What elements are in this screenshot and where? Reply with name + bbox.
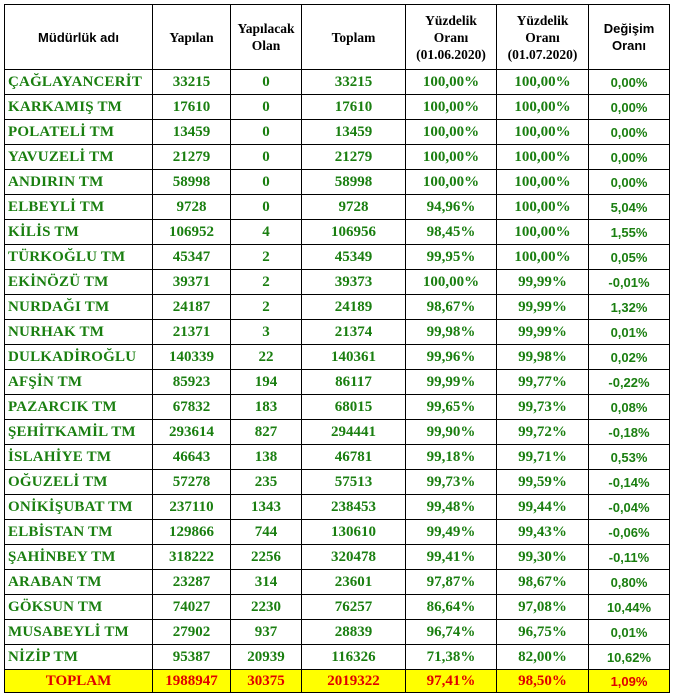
header-name: Müdürlük adı [5, 5, 153, 70]
header-pending-text: Yapılacak Olan [237, 21, 295, 53]
table-row [5, 645, 670, 670]
cell-change: -0,18% [589, 420, 670, 445]
total-row [5, 670, 670, 693]
cell-pending: 194 [231, 370, 302, 395]
cell-pct-june: 98,45% [406, 220, 497, 245]
cell-total: 130610 [302, 520, 406, 545]
cell-pct-june: 97,87% [406, 570, 497, 595]
cell-pct-june: 99,95% [406, 245, 497, 270]
cell-pct-july: 100,00% [497, 170, 589, 195]
cell-pct-june: 71,38% [406, 645, 497, 670]
table-row [5, 195, 670, 220]
cell-total: 46781 [302, 445, 406, 470]
cell-done: 45347 [153, 245, 231, 270]
cell-pct-june: 99,48% [406, 495, 497, 520]
cell-name: KİLİS TM [5, 220, 153, 245]
cell-pct-june: 99,65% [406, 395, 497, 420]
cell-done: 95387 [153, 645, 231, 670]
cell-change: 5,04% [589, 195, 670, 220]
cell-total: 21279 [302, 145, 406, 170]
cell-pending: 138 [231, 445, 302, 470]
cell-done: 23287 [153, 570, 231, 595]
cell-done: 85923 [153, 370, 231, 395]
cell-pct-july: 99,72% [497, 420, 589, 445]
cell-change: 10,62% [589, 645, 670, 670]
cell-change: 0,08% [589, 395, 670, 420]
cell-total: 140361 [302, 345, 406, 370]
cell-name: ELBEYLİ TM [5, 195, 153, 220]
header-pct-june-text: Yüzdelik Oranı (01.06.2020) [416, 12, 486, 62]
table-row [5, 95, 670, 120]
cell-pending: 937 [231, 620, 302, 645]
cell-pct-june: 86,64% [406, 595, 497, 620]
table-row [5, 520, 670, 545]
header-change-text: Değişim Oranı [603, 21, 655, 53]
cell-done: 27902 [153, 620, 231, 645]
header-total: Toplam [302, 5, 406, 70]
cell-change: -0,01% [589, 270, 670, 295]
cell-pct-july: 100,00% [497, 220, 589, 245]
cell-pending: 20939 [231, 645, 302, 670]
cell-pct-june: 94,96% [406, 195, 497, 220]
cell-pct-june: 99,96% [406, 345, 497, 370]
cell-done: 293614 [153, 420, 231, 445]
header-row [5, 5, 670, 70]
cell-total: 9728 [302, 195, 406, 220]
cell-done: 33215 [153, 70, 231, 95]
cell-pending: 0 [231, 70, 302, 95]
cell-pct-july: 99,30% [497, 545, 589, 570]
cell-name: TÜRKOĞLU TM [5, 245, 153, 270]
cell-name: YAVUZELİ TM [5, 145, 153, 170]
cell-done: 13459 [153, 120, 231, 145]
cell-pct-july: 99,59% [497, 470, 589, 495]
table-row [5, 345, 670, 370]
cell-pct-june: 99,41% [406, 545, 497, 570]
cell-total: 39373 [302, 270, 406, 295]
cell-change: 0,00% [589, 170, 670, 195]
cell-done: 237110 [153, 495, 231, 520]
cell-pending: 0 [231, 95, 302, 120]
cell-pending: 2 [231, 295, 302, 320]
table-row [5, 595, 670, 620]
cell-name: DULKADİROĞLU [5, 345, 153, 370]
cell-pct-june: 96,74% [406, 620, 497, 645]
cell-done: 67832 [153, 395, 231, 420]
cell-done: 57278 [153, 470, 231, 495]
cell-done: 140339 [153, 345, 231, 370]
cell-total: 57513 [302, 470, 406, 495]
cell-change: 0,05% [589, 245, 670, 270]
cell-pct-july: 99,77% [497, 370, 589, 395]
cell-pct-july: 99,44% [497, 495, 589, 520]
cell-total: 58998 [302, 170, 406, 195]
cell-change: 0,01% [589, 320, 670, 345]
cell-pct-july: 96,75% [497, 620, 589, 645]
table-row [5, 170, 670, 195]
cell-pending: 183 [231, 395, 302, 420]
cell-name: ELBİSTAN TM [5, 520, 153, 545]
cell-change: 0,01% [589, 620, 670, 645]
table-row [5, 145, 670, 170]
header-pct-july-text: Yüzdelik Oranı (01.07.2020) [507, 12, 578, 62]
cell-total: 116326 [302, 645, 406, 670]
cell-total: 320478 [302, 545, 406, 570]
cell-change: 0,00% [589, 145, 670, 170]
cell-name: ŞAHİNBEY TM [5, 545, 153, 570]
cell-pct-june: 99,49% [406, 520, 497, 545]
cell-name: AFŞİN TM [5, 370, 153, 395]
cell-pct-june: 99,73% [406, 470, 497, 495]
cell-pending: 235 [231, 470, 302, 495]
cell-pct-july: 100,00% [497, 120, 589, 145]
cell-pending: 744 [231, 520, 302, 545]
cell-pending: 1343 [231, 495, 302, 520]
cell-pct-june: 99,18% [406, 445, 497, 470]
cell-name: NİZİP TM [5, 645, 153, 670]
cell-change: 0,80% [589, 570, 670, 595]
cell-change: -0,22% [589, 370, 670, 395]
table-row [5, 470, 670, 495]
table-row [5, 370, 670, 395]
cell-pct-july: 99,99% [497, 320, 589, 345]
cell-name: MUSABEYLİ TM [5, 620, 153, 645]
table-row [5, 445, 670, 470]
cell-change: 0,00% [589, 95, 670, 120]
table-row [5, 420, 670, 445]
cell-name: NURDAĞI TM [5, 295, 153, 320]
cell-name: ÇAĞLAYANCERİT [5, 70, 153, 95]
table-body [5, 70, 670, 670]
cell-name: ONİKİŞUBAT TM [5, 495, 153, 520]
cell-total: 238453 [302, 495, 406, 520]
cell-pct-july: 99,99% [497, 270, 589, 295]
cell-name: PAZARCIK TM [5, 395, 153, 420]
cell-pct-june: 99,99% [406, 370, 497, 395]
cell-pending: 2 [231, 270, 302, 295]
header-change [589, 5, 670, 70]
cell-name: GÖKSUN TM [5, 595, 153, 620]
header-pending [231, 5, 302, 70]
cell-pct-july: 100,00% [497, 70, 589, 95]
cell-total: 33215 [302, 70, 406, 95]
cell-pct-july: 100,00% [497, 95, 589, 120]
cell-pct-june: 100,00% [406, 170, 497, 195]
cell-total: 294441 [302, 420, 406, 445]
cell-done: 24187 [153, 295, 231, 320]
cell-name: İSLAHİYE TM [5, 445, 153, 470]
cell-pct-july: 99,99% [497, 295, 589, 320]
cell-pending: 22 [231, 345, 302, 370]
table-row [5, 545, 670, 570]
cell-total: 28839 [302, 620, 406, 645]
cell-name: EKİNÖZÜ TM [5, 270, 153, 295]
total-pct-july: 98,50% [497, 670, 589, 693]
cell-done: 39371 [153, 270, 231, 295]
cell-pct-june: 100,00% [406, 120, 497, 145]
table-row [5, 320, 670, 345]
cell-done: 129866 [153, 520, 231, 545]
cell-name: OĞUZELİ TM [5, 470, 153, 495]
table-row [5, 245, 670, 270]
cell-pct-june: 100,00% [406, 70, 497, 95]
cell-pct-june: 100,00% [406, 270, 497, 295]
cell-pending: 2230 [231, 595, 302, 620]
cell-change: 1,32% [589, 295, 670, 320]
cell-change: 10,44% [589, 595, 670, 620]
cell-pending: 314 [231, 570, 302, 595]
cell-pending: 0 [231, 145, 302, 170]
cell-total: 86117 [302, 370, 406, 395]
cell-name: ŞEHİTKAMİL TM [5, 420, 153, 445]
header-pct-june [406, 5, 497, 70]
cell-pending: 0 [231, 195, 302, 220]
cell-total: 13459 [302, 120, 406, 145]
cell-pct-july: 98,67% [497, 570, 589, 595]
cell-done: 74027 [153, 595, 231, 620]
directorate-table [4, 4, 670, 693]
cell-done: 9728 [153, 195, 231, 220]
cell-total: 45349 [302, 245, 406, 270]
table-row [5, 220, 670, 245]
cell-pct-july: 99,43% [497, 520, 589, 545]
cell-total: 23601 [302, 570, 406, 595]
total-total: 2019322 [302, 670, 406, 693]
cell-pending: 2256 [231, 545, 302, 570]
cell-done: 58998 [153, 170, 231, 195]
cell-pending: 4 [231, 220, 302, 245]
cell-total: 106956 [302, 220, 406, 245]
cell-pct-june: 99,90% [406, 420, 497, 445]
total-change: 1,09% [589, 670, 670, 693]
cell-pending: 0 [231, 170, 302, 195]
total-done: 1988947 [153, 670, 231, 693]
cell-total: 21374 [302, 320, 406, 345]
cell-pct-june: 99,98% [406, 320, 497, 345]
cell-pct-july: 99,73% [497, 395, 589, 420]
cell-change: -0,14% [589, 470, 670, 495]
cell-pct-july: 100,00% [497, 195, 589, 220]
cell-pct-july: 99,71% [497, 445, 589, 470]
cell-total: 17610 [302, 95, 406, 120]
table-row [5, 120, 670, 145]
cell-total: 24189 [302, 295, 406, 320]
cell-pct-july: 99,98% [497, 345, 589, 370]
cell-name: ANDIRIN TM [5, 170, 153, 195]
header-done: Yapılan [153, 5, 231, 70]
cell-pct-july: 82,00% [497, 645, 589, 670]
cell-name: POLATELİ TM [5, 120, 153, 145]
cell-pct-june: 98,67% [406, 295, 497, 320]
cell-change: 0,00% [589, 70, 670, 95]
cell-change: 0,02% [589, 345, 670, 370]
total-pending: 30375 [231, 670, 302, 693]
cell-change: -0,04% [589, 495, 670, 520]
table-row [5, 620, 670, 645]
cell-pending: 2 [231, 245, 302, 270]
cell-change: 1,55% [589, 220, 670, 245]
cell-done: 21279 [153, 145, 231, 170]
cell-done: 46643 [153, 445, 231, 470]
table-row [5, 495, 670, 520]
cell-change: -0,11% [589, 545, 670, 570]
total-pct-june: 97,41% [406, 670, 497, 693]
cell-change: 0,00% [589, 120, 670, 145]
cell-pending: 0 [231, 120, 302, 145]
cell-done: 106952 [153, 220, 231, 245]
total-name: TOPLAM [5, 670, 153, 693]
cell-change: 0,53% [589, 445, 670, 470]
cell-name: NURHAK TM [5, 320, 153, 345]
cell-done: 17610 [153, 95, 231, 120]
table-row [5, 395, 670, 420]
table-row [5, 295, 670, 320]
cell-name: KARKAMIŞ TM [5, 95, 153, 120]
cell-pending: 827 [231, 420, 302, 445]
cell-pct-july: 97,08% [497, 595, 589, 620]
cell-total: 68015 [302, 395, 406, 420]
cell-pct-june: 100,00% [406, 145, 497, 170]
header-pct-july [497, 5, 589, 70]
cell-name: ARABAN TM [5, 570, 153, 595]
cell-change: -0,06% [589, 520, 670, 545]
table-row [5, 570, 670, 595]
cell-pending: 3 [231, 320, 302, 345]
table-container [4, 4, 670, 693]
cell-done: 21371 [153, 320, 231, 345]
cell-pct-july: 100,00% [497, 145, 589, 170]
cell-pct-july: 100,00% [497, 245, 589, 270]
cell-done: 318222 [153, 545, 231, 570]
table-row [5, 70, 670, 95]
cell-total: 76257 [302, 595, 406, 620]
cell-pct-june: 100,00% [406, 95, 497, 120]
table-row [5, 270, 670, 295]
